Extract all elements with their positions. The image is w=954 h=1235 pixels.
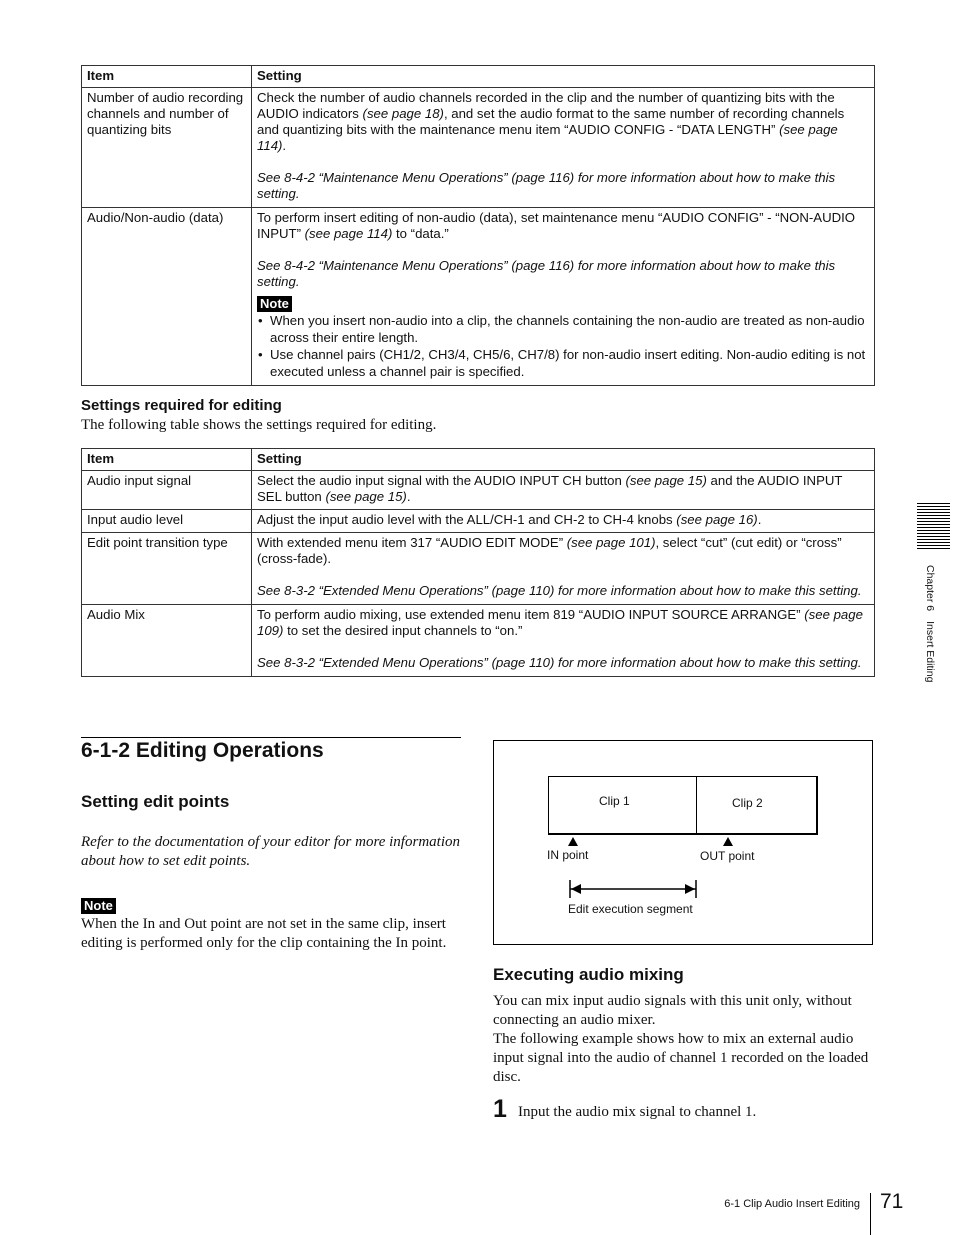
table-row [82,208,875,386]
see-also-text: See 8-4-2 “Maintenance Menu Operations” (page 116) for more information about how to make this setting. [257,258,836,289]
note-badge: Note [257,296,292,312]
page-reference: (see page 109) [257,607,863,638]
clip1-label: Clip 1 [599,794,630,808]
column-header-setting: Setting [252,66,875,88]
setting-text: To perform audio mixing, use extended menu item 819 “AUDIO INPUT SOURCE ARRANGE” (see page 109) to set the desired input channels to “on.” [257,607,863,638]
in-point-label: IN point [547,848,589,862]
note-bullet: • Use channel pairs (CH1/2, CH3/4, CH5/6, CH7/8) for non-audio insert editing. Non-audio editing is not executed unless a channel pair is specified. [257,346,869,380]
note-bullet-list [257,312,869,380]
column-header-item: Item [82,66,252,88]
row-item-label: Audio Mix [82,605,252,677]
step-text: Input the audio mix signal to channel 1. [518,1104,757,1120]
setting-text: Check the number of audio channels recorded in the clip and the number of quantizing bits with the AUDIO indicators (see page 18), and set the audio format to the same number of recording channels and quantizing bits with the maintenance menu item “AUDIO CONFIG - “DATA LENGTH” (see page 114). [257,90,845,153]
section-rule [81,737,461,738]
editing-settings-table [81,448,875,677]
page-reference: (see page 18) [362,106,444,121]
note-bullet: • When you insert non-audio into a clip, the channels containing the non-audio are treated as non-audio across their entire length. [257,312,869,346]
row-setting-cell [252,605,875,677]
sub-heading-setting-edit-points: Setting edit points [81,792,230,811]
table-row [82,605,875,677]
row-setting-cell [252,208,875,386]
page-reference: (see page 15) [625,473,707,488]
setting-text: To perform insert editing of non-audio (data), set maintenance menu “AUDIO CONFIG” - “NON-AUDIO INPUT” (see page 114) to “data.” [257,210,856,241]
settings-required-intro: The following table shows the settings required for editing. [81,417,437,433]
chapter-label: Chapter 6 [924,565,936,612]
setting-text: Adjust the input audio level with the ALL/CH-1 and CH-2 to CH-4 knobs (see page 16). [257,512,762,527]
mixing-paragraph: You can mix input audio signals with this unit only, without connecting an audio mixer. [493,993,852,1028]
column-header-item: Item [82,449,252,471]
page-reference: (see page 16) [676,512,758,527]
row-item-label: Audio input signal [82,471,252,510]
edit-segment-label: Edit execution segment [568,902,693,916]
row-item-label: Edit point transition type [82,533,252,605]
row-item-label: Number of audio recording channels and number of quantizing bits [82,88,252,208]
footer-section-label: 6-1 Clip Audio Insert Editing [724,1198,860,1210]
clip2-label: Clip 2 [732,796,763,810]
note-text: When the In and Out point are not set in the same clip, insert editing is performed only for the clip containing the In point. [81,916,447,951]
edit-segment-arrow-icon [566,879,700,899]
footer-rule [870,1193,871,1235]
mixing-heading: Executing audio mixing [493,965,684,984]
refer-text: Refer to the documentation of your editor for more information about how to set edit points. [81,834,460,869]
setting-text: With extended menu item 317 “AUDIO EDIT MODE” (see page 101), select “cut” (cut edit) or “cross” (cross-fade). [257,535,842,566]
in-point-marker-icon [568,837,578,846]
column-header-setting: Setting [252,449,875,471]
mixing-text [493,992,875,1087]
see-also-text: See 8-4-2 “Maintenance Menu Operations” (page 116) for more information about how to make this setting. [257,170,836,201]
setting-text: Select the audio input signal with the AUDIO INPUT CH button (see page 15) and the AUDIO INPUT SEL button (see page 15). [257,473,843,504]
see-also-text: See 8-3-2 “Extended Menu Operations” (page 110) for more information about how to make this setting. [257,583,862,598]
section-title: 6-1-2 Editing Operations [81,739,324,762]
page-number: 71 [880,1190,904,1213]
step-number: 1 [493,1095,507,1123]
table-header-row [82,66,875,88]
audio-format-table [81,65,875,386]
out-point-label: OUT point [700,849,755,863]
row-setting-cell [252,533,875,605]
row-item-label: Audio/Non-audio (data) [82,208,252,386]
chapter-tab-stripes [917,503,950,551]
see-also-text: See 8-3-2 “Extended Menu Operations” (page 110) for more information about how to make this setting. [257,655,862,670]
row-item-label: Input audio level [82,510,252,533]
table-row [82,471,875,510]
note-badge: Note [81,898,116,914]
settings-required-heading: Settings required for editing [81,397,282,414]
row-setting-cell [252,510,875,533]
clip-bar [548,776,818,835]
chapter-side-label [924,565,936,682]
mixing-paragraph: The following example shows how to mix an external audio input signal into the audio of channel 1 recorded on the loaded disc. [493,1031,869,1085]
table-row [82,533,875,605]
page-reference: (see page 15) [325,489,407,504]
chapter-title: Insert Editing [924,621,936,683]
page-reference: (see page 114) [257,122,838,153]
note-block [81,897,461,952]
table-header-row [82,449,875,471]
row-setting-cell [252,88,875,208]
table-row [82,510,875,533]
clip-divider [696,776,697,833]
row-setting-cell [252,471,875,510]
edit-segment-diagram [493,740,873,945]
table-row [82,88,875,208]
page-reference: (see page 114) [304,226,393,241]
page-reference: (see page 101) [566,535,656,550]
out-point-marker-icon [723,837,733,846]
